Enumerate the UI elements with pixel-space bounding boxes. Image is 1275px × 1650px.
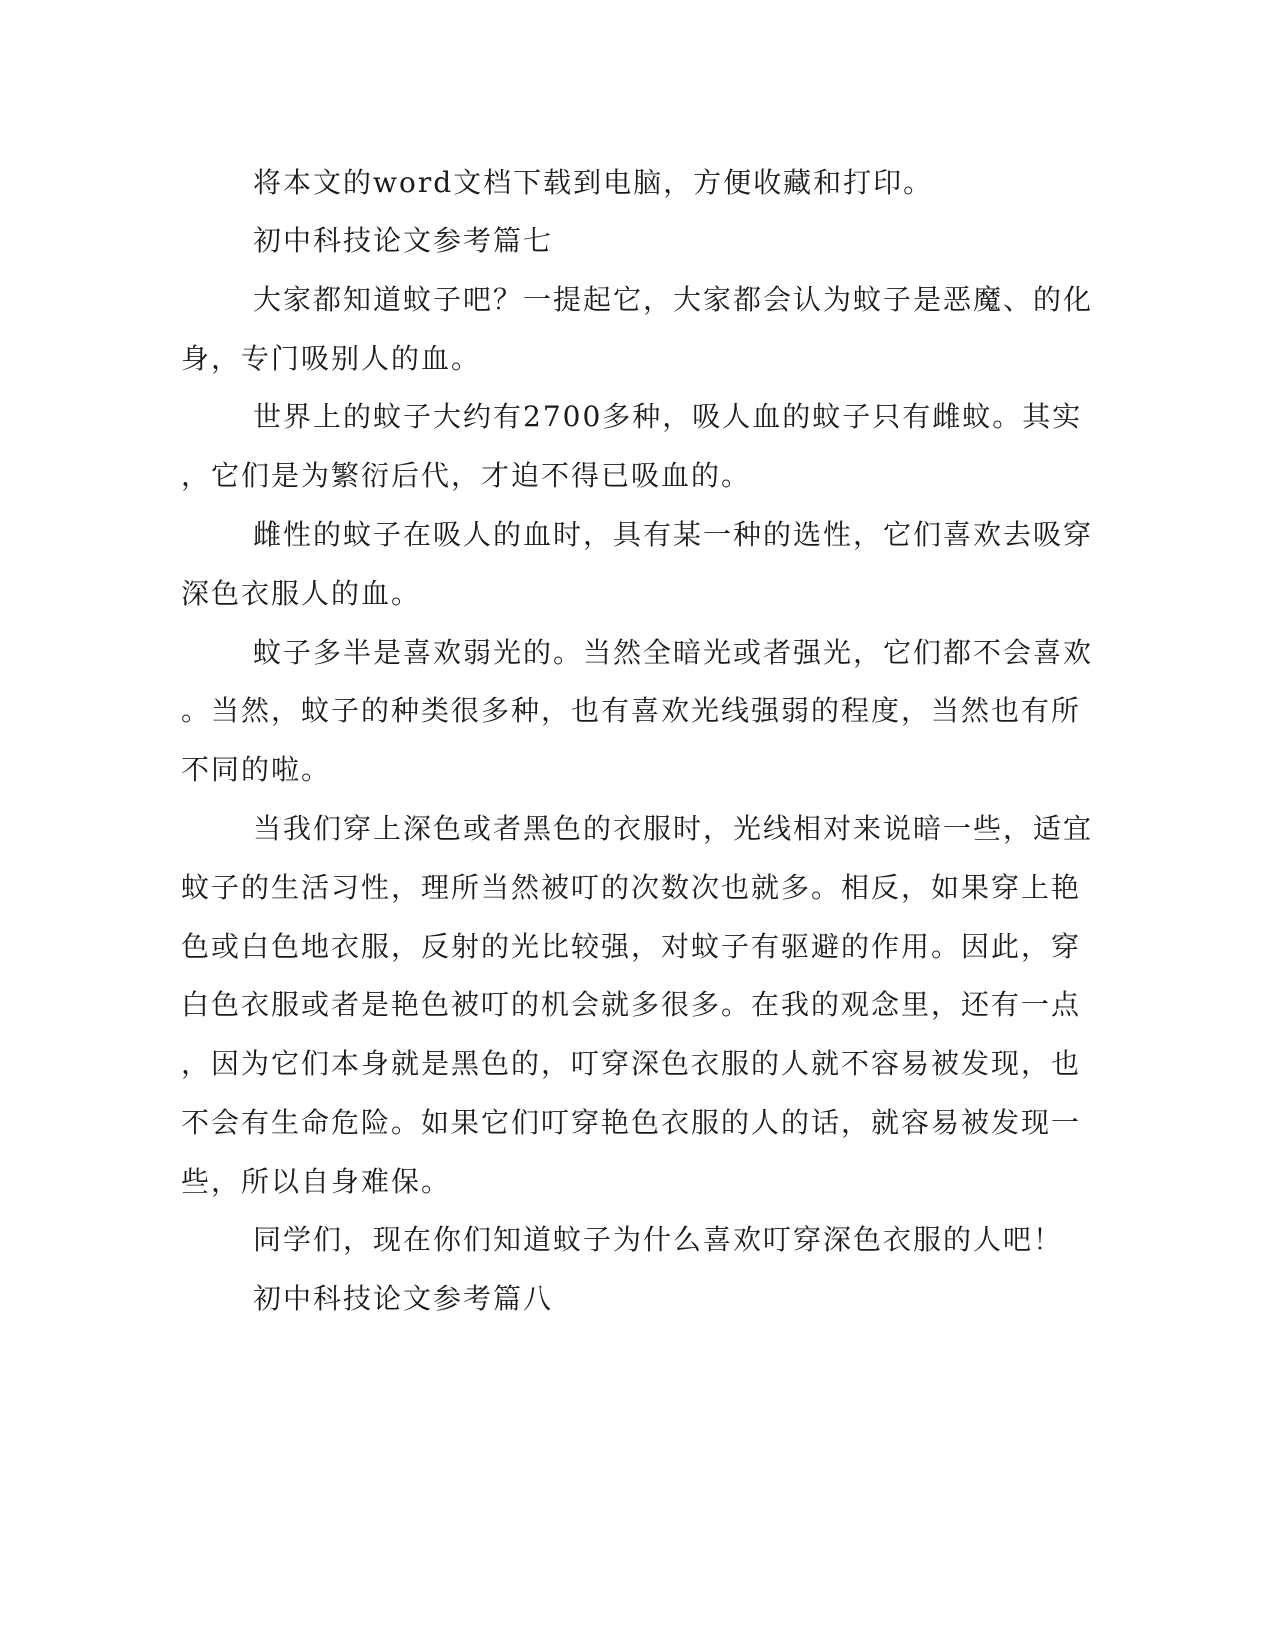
paragraph-1-line-1: 大家都知道蚊子吧？一提起它，大家都会认为蚊子是恶魔、的化 [253,283,1094,316]
paragraph-4-line-1: 蚊子多半是喜欢弱光的。当然全暗光或者强光，它们都不会喜欢 [253,636,1094,669]
paragraph-5-line-2: 蚊子的生活习性，理所当然被叮的次数次也就多。相反，如果穿上艳 [181,871,1082,904]
paragraph-5-line-3: 色或白色地衣服，反射的光比较强，对蚊子有驱避的作用。因此，穿 [181,930,1082,963]
paragraph-1-line-2: 身，专门吸别人的血。 [181,342,482,375]
paragraph-4-line-2: 。当然，蚊子的种类很多种，也有喜欢光线强弱的程度，当然也有所 [181,694,1082,727]
paragraph-2-line-1: 世界上的蚊子大约有2700多种，吸人血的蚊子只有雌蚊。其实 [253,400,1083,433]
paragraph-5-line-1: 当我们穿上深色或者黑色的衣服时，光线相对来说暗一些，适宜 [253,812,1094,845]
paragraph-5-line-4: 白色衣服或者是艳色被叮的机会就多很多。在我的观念里，还有一点 [181,988,1082,1021]
paragraph-5-line-5: ，因为它们本身就是黑色的，叮穿深色衣服的人就不容易被发现，也 [181,1047,1082,1080]
paragraph-5-line-6: 不会有生命危险。如果它们叮穿艳色衣服的人的话，就容易被发现一 [181,1106,1082,1139]
line-download-note: 将本文的word文档下载到电脑，方便收藏和打印。 [253,166,934,199]
paragraph-6-line-1: 同学们，现在你们知道蚊子为什么喜欢叮穿深色衣服的人吧！ [253,1223,1064,1256]
paragraph-5-line-7: 些，所以自身难保。 [181,1165,452,1198]
paragraph-3-line-2: 深色衣服人的血。 [181,577,422,610]
heading-article-seven: 初中科技论文参考篇七 [253,224,554,257]
paragraph-3-line-1: 雌性的蚊子在吸人的血时，具有某一种的选性，它们喜欢去吸穿 [253,518,1094,551]
heading-article-eight: 初中科技论文参考篇八 [253,1282,554,1315]
paragraph-4-line-3: 不同的啦。 [181,753,332,786]
paragraph-2-line-2: ，它们是为繁衍后代，才迫不得已吸血的。 [181,459,752,492]
